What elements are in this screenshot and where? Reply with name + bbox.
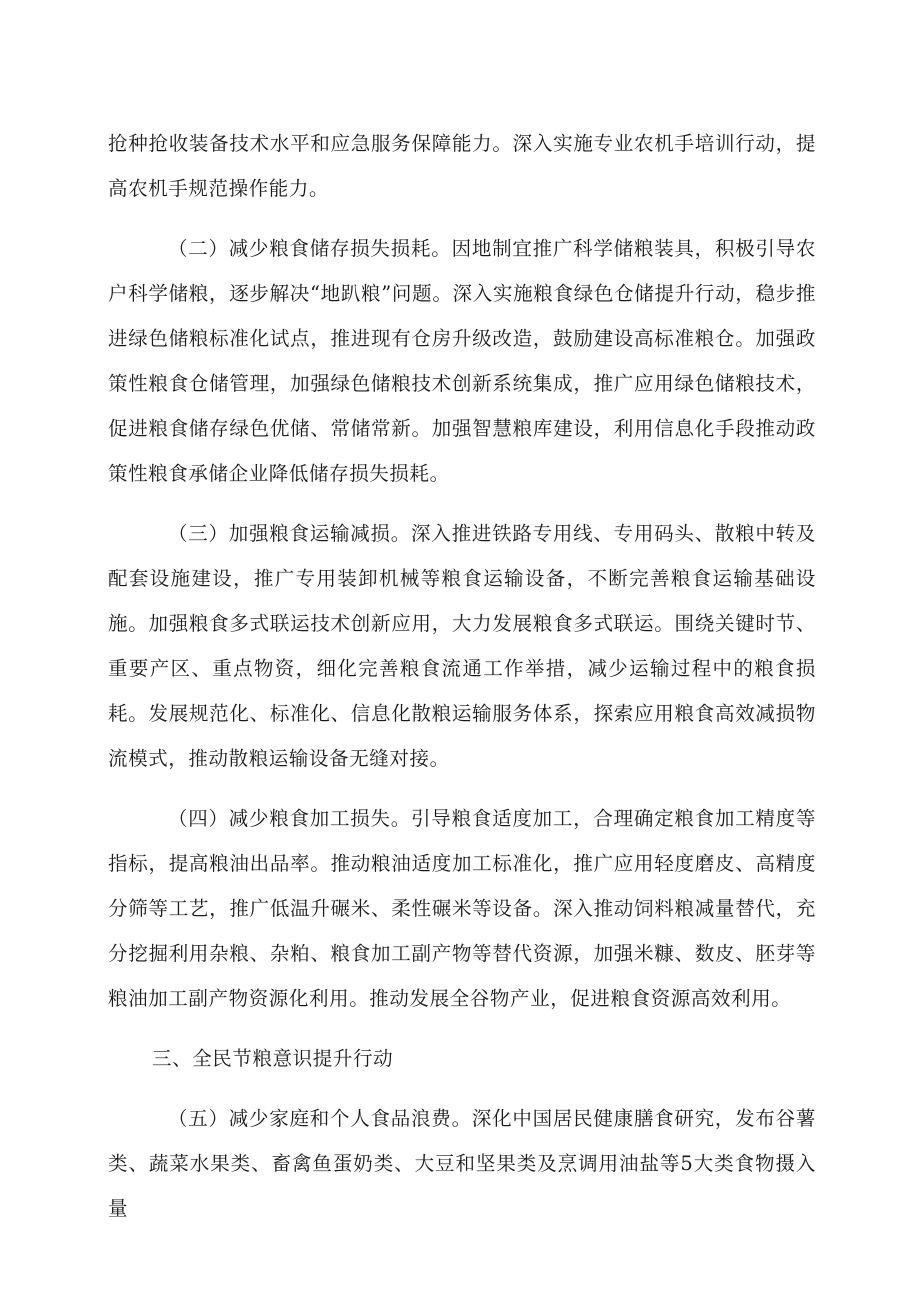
document-body <box>108 121 816 1246</box>
paragraph-household-waste: （五）减少家庭和个人食品浪费。深化中国居民健康膳食研究，发布谷薯类、蔬菜水果类、畜禽鱼蛋奶类、大豆和坚果类及烹调用油盐等5大类食物摄入量 <box>108 1107 816 1220</box>
paragraph-continuation: 抢种抢收装备技术水平和应急服务保障能力。深入实施专业农机手培训行动，提高农机手规范操作能力。 <box>108 132 816 200</box>
section-heading: 三、全民节粮意识提升行动 <box>152 1047 394 1070</box>
paragraph-grain-transport: （三）加强粮食运输减损。深入推进铁路专用线、专用码头、散粮中转及配套设施建设，推广专用装卸机械等粮食运输设备，不断完善粮食运输基础设施。加强粮食多式联运技术创新应用，大力发展粮食多式联运。围绕关键时节、重要产区、重点物资，细化完善粮食流通工作举措，减少运输过程中的粮食损耗。发展规范化、标准化、信息化散粮运输服务体系，探索应用粮食高效减损物流模式，推动散粮运输设备无缝对接。 <box>108 522 816 770</box>
paragraph-grain-storage: （二）减少粮食储存损失损耗。因地制宜推广科学储粮装具，积极引导农户科学储粮，逐步解决“地趴粮”问题。深入实施粮食绿色仓储提升行动，稳步推进绿色储粮标准化试点，推进现有仓房升级改造，鼓励建设高标准粮仓。加强政策性粮食仓储管理，加强绿色储粮技术创新系统集成，推广应用绿色储粮技术，促进粮食储存绿色优储、常储常新。加强智慧粮库建设，利用信息化手段推动政策性粮食承储企业降低储存损失损耗。 <box>108 237 816 485</box>
paragraph-grain-processing: （四）减少粮食加工损失。引导粮食适度加工，合理确定粮食加工精度等指标，提高粮油出品率。推动粮油适度加工标准化，推广应用轻度磨皮、高精度分筛等工艺，推广低温升碾米、柔性碾米等设备。深入推动饲料粮减量替代，充分挖掘利用杂粮、杂粕、粮食加工副产物等替代资源，加强米糠、数皮、胚芽等粮油加工副产物资源化利用。推动发展全谷物产业，促进粮食资源高效利用。 <box>108 807 816 1010</box>
